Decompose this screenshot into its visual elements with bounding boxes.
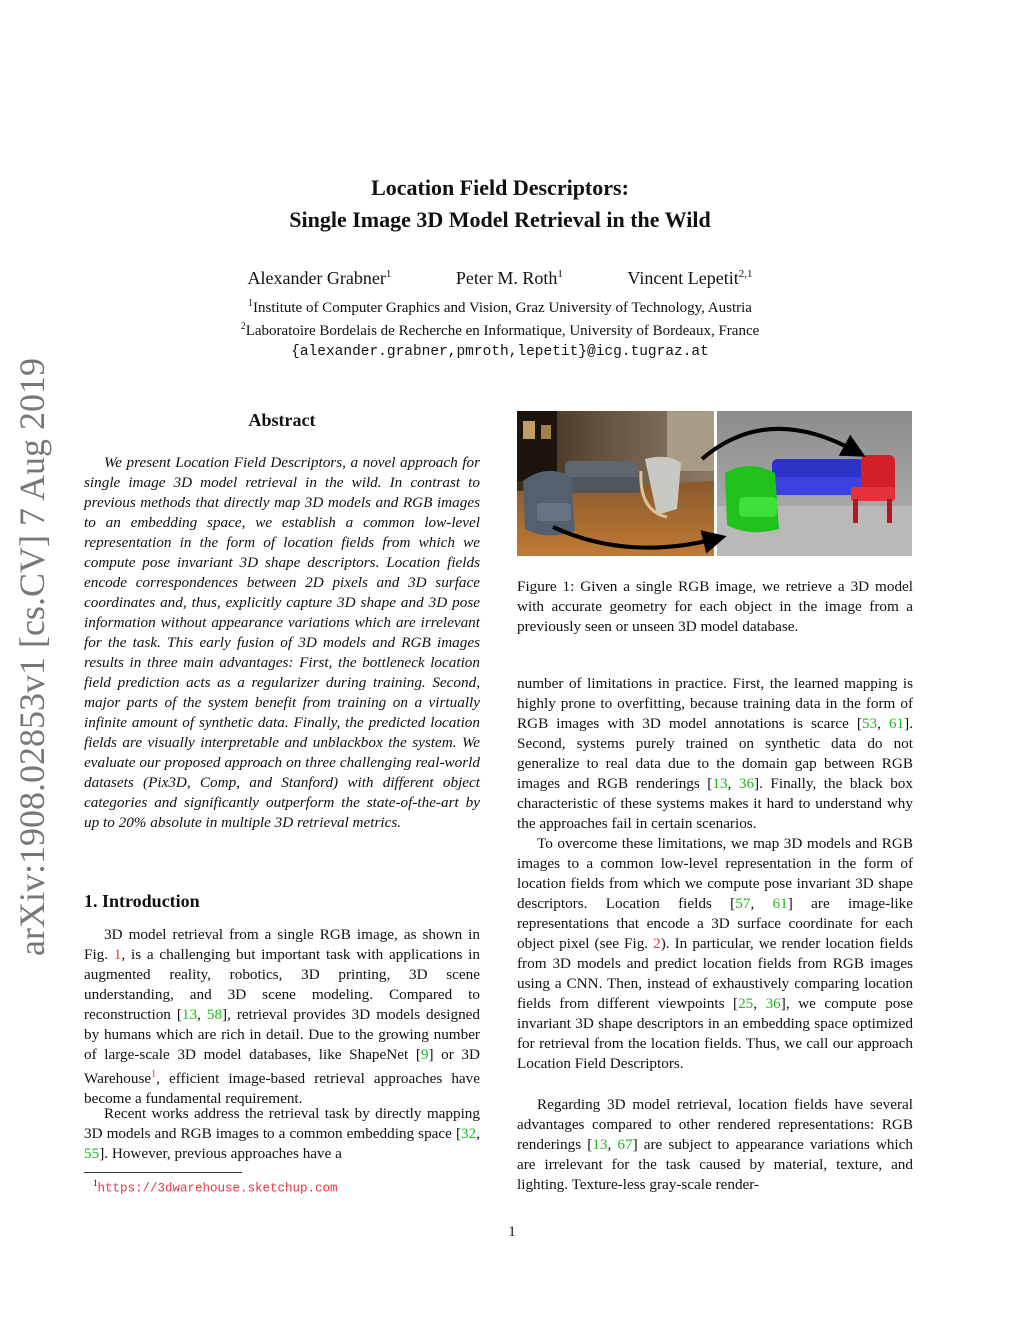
- affiliation-number: 2: [240, 321, 246, 332]
- intro-paragraph-3: number of limitations in practice. First, the learned mapping is highly prone to overfitting, because training data in the form of RGB images with 3D model annotations is scarce [53, 61]. Second, systems purely trained on synthetic data do not generalize to real data due to the domain gap between RGB images and RGB renderings [13, 36]. Finally, the black box characteristic of these systems makes it hard to understand why the approaches fail in certain scenarios.: [517, 675, 913, 832]
- figure-reference-link[interactable]: 2: [653, 935, 661, 952]
- citation-link[interactable]: 36: [765, 995, 781, 1012]
- page-number: 1: [508, 1224, 516, 1240]
- paper-title: [150, 172, 850, 236]
- citation-link[interactable]: 25: [738, 995, 754, 1012]
- figure-1-caption: Figure 1: Given a single RGB image, we retrieve a 3D model with accurate geometry for each object in the image from a previously seen or unseen 3D model database.: [517, 578, 913, 635]
- arxiv-identifier-stamp: [0, 356, 56, 956]
- footnote-number: 1: [93, 1178, 98, 1188]
- title-line-1: Location Field Descriptors:: [371, 175, 629, 200]
- abstract-body: We present Location Field Descriptors, a novel approach for single image 3D model retrieval in the wild. In contrast to previous methods that directly map 3D models and RGB images to an embedding space, we establish a common low-level representation in the form of location fields from which we compute pose invariant 3D shape descriptors. Location fields encode correspondences between 2D pixels and 3D surface coordinates and, thus, explicitly capture 3D shape and 3D pose information without appearance variations which are irrelevant for the task. This early fusion of 3D models and RGB images results in three main advantages: First, the bottleneck location field prediction acts as a regularizer during training. Second, major parts of the system benefit from training on a virtually infinite amount of synthetic data. Finally, the predicted location fields are visually interpretable and unblackbox the system. We evaluate our proposed approach on three challenging real-world datasets (Pix3D, Comp, and Stanford) with different object categories and significantly outperform the state-of-the-art by up to 20% absolute in multiple 3D retrieval metrics.: [84, 454, 480, 831]
- paragraph-text: , efficient image-based retrieval approaches have become a fundamental requirement.: [84, 1070, 480, 1108]
- paragraph-text: number of limitations in practice. First, the learned mapping is highly prone to overfitting, because training data in the form of RGB images with 3D model annotations is scarce [: [517, 675, 913, 732]
- citation-link[interactable]: 32: [461, 1125, 477, 1142]
- paragraph-text: ]. Second, systems purely trained on synthetic data do not generalize to real data due to the domain gap between RGB images and RGB renderings [: [517, 715, 913, 792]
- author-affiliation-mark: 2,1: [738, 268, 753, 280]
- footnote-url-link[interactable]: https://3dwarehouse.sketchup.com: [97, 1181, 338, 1196]
- paragraph-text: ). In particular, we render location fields from 3D models and predict location fields from RGB images using a CNN. Then, instead of exhaustively comparing location fields from different viewpoints [: [517, 935, 913, 1012]
- paragraph-text: ], we compute pose invariant 3D shape descriptors in an embedding space optimized for retrieval from the location fields. Thus, we call our approach Location Field Descriptors.: [517, 995, 914, 1072]
- citation-link[interactable]: 67: [617, 1136, 633, 1153]
- paragraph-text: ]. However, previous approaches have a: [99, 1145, 342, 1162]
- affiliation-1: [150, 298, 850, 317]
- citation-link[interactable]: 13: [712, 775, 728, 792]
- intro-paragraph-5: Regarding 3D model retrieval, location fields have several advantages compared to other rendered representations: RGB renderings [13, 67] are subject to appearance variations which are irrelevant for the task caused by material, texture, and lighting. Texture-less gray-scale render-: [517, 1096, 913, 1193]
- citation-link[interactable]: 13: [592, 1136, 608, 1153]
- title-line-2: Single Image 3D Model Retrieval in the Wild: [289, 207, 711, 232]
- author-name: Vincent Lepetit: [627, 268, 739, 288]
- affiliation-2: [150, 321, 850, 340]
- author: [627, 268, 752, 289]
- rgb-photo-panel: [517, 411, 714, 556]
- footnote-reference-link[interactable]: 1: [151, 1069, 157, 1080]
- citation-link[interactable]: 58: [206, 1006, 223, 1023]
- citation-link[interactable]: 53: [861, 715, 878, 732]
- citation-link[interactable]: 57: [735, 895, 751, 912]
- affiliation-text: Laboratoire Bordelais de Recherche en Informatique, University of Bordeaux, France: [245, 323, 760, 339]
- intro-paragraph-4: To overcome these limitations, we map 3D models and RGB images to a common low-level representation in the form of location fields from which we compute pose invariant 3D shape descriptors. Location fields [57, 61] are image-like representations that encode a 3D surface coordinate for each object pixel (see Fig. 2). In particular, we render location fields from 3D models and predict location fields from RGB images using a CNN. Then, instead of exhaustively comparing location fields from different viewpoints [25, 36], we compute pose invariant 3D shape descriptors in an embedding space optimized for retrieval from the location fields. Thus, we call our approach Location Field Descriptors.: [517, 835, 914, 1072]
- paragraph-text: ] or 3D Warehouse: [84, 1046, 480, 1088]
- author: [247, 268, 391, 289]
- section-heading-introduction: 1. Introduction: [84, 891, 200, 911]
- citation-link[interactable]: 61: [888, 715, 905, 732]
- paragraph-text: ] are subject to appearance variations which are irrelevant for the task caused by material, texture, and lighting. Texture-less gray-scale render-: [517, 1136, 913, 1193]
- paragraph-text: To overcome these limitations, we map 3D models and RGB images to a common low-level representation in the form of location fields from which we compute pose invariant 3D shape descriptors. Location fields [: [517, 835, 913, 912]
- intro-paragraph-2: Recent works address the retrieval task by directly mapping 3D models and RGB images to a common embedding space [32, 55]. However, previous approaches have a: [84, 1105, 480, 1162]
- author-name: Peter M. Roth: [455, 268, 558, 288]
- author-list: [200, 268, 800, 289]
- citation-link[interactable]: 13: [181, 1006, 198, 1023]
- footnote: [93, 1178, 338, 1195]
- footnote-divider: [84, 1172, 242, 1173]
- citation-link[interactable]: 61: [772, 895, 788, 912]
- figure-1-image: [517, 411, 912, 556]
- intro-paragraph-1: 3D model retrieval from a single RGB image, as shown in Fig. 1, is a challenging but important task with applications in augmented reality, robotics, 3D printing, 3D scene understanding, and 3D scene modeling. Compared to reconstruction [13, 58], retrieval provides 3D models designed by humans which are rich in detail. Due to the growing number of large-scale 3D model databases, like ShapeNet [9] or 3D Warehouse$^1$, efficient image-based retrieval approaches have become a fundamental requirement.: [84, 926, 481, 1108]
- arxiv-identifier-text: arXiv:1908.02853v1 [cs.CV] 7 Aug 2019: [12, 358, 52, 956]
- paragraph-text: Recent works address the retrieval task by directly mapping 3D models and RGB images to a common embedding space [: [84, 1105, 480, 1142]
- paragraph-text: ] are image-like representations that encode a 3D surface coordinate for each object pixel (see Fig.: [517, 895, 913, 952]
- author-emails: {alexander.grabner,pmroth,lepetit}@icg.tugraz.at: [291, 344, 709, 360]
- paragraph-text: , is a challenging but important task with applications in augmented reality, robotics, 3D printing, 3D scene understanding, and 3D scene modeling. Compared to reconstruction [: [84, 946, 480, 1023]
- figure-reference-link[interactable]: 1: [113, 946, 122, 963]
- abstract-heading: Abstract: [248, 410, 316, 430]
- affiliation-text: Institute of Computer Graphics and Vision, Graz University of Technology, Austria: [253, 300, 752, 316]
- paragraph-text: Regarding 3D model retrieval, location fields have several advantages compared to other rendered representations: RGB renderings [: [517, 1096, 913, 1153]
- author-affiliation-mark: 1: [557, 268, 563, 280]
- citation-link[interactable]: 9: [420, 1046, 429, 1063]
- author-affiliation-mark: 1: [385, 268, 392, 280]
- author-name: Alexander Grabner: [247, 268, 386, 288]
- paragraph-text: 3D model retrieval from a single RGB image, as shown in Fig.: [84, 926, 480, 963]
- citation-link[interactable]: 36: [738, 775, 755, 792]
- citation-link[interactable]: 55: [84, 1145, 100, 1162]
- author: [456, 268, 563, 289]
- paragraph-text: ], retrieval provides 3D models designed by humans which are rich in detail. Due to the growing number of large-scale 3D model databases, like ShapeNet [: [84, 1006, 481, 1063]
- affiliation-number: 1: [248, 298, 254, 309]
- paragraph-text: ]. Finally, the black box characteristic of these systems makes it hard to understand why the approaches fail in certain scenarios.: [517, 775, 913, 832]
